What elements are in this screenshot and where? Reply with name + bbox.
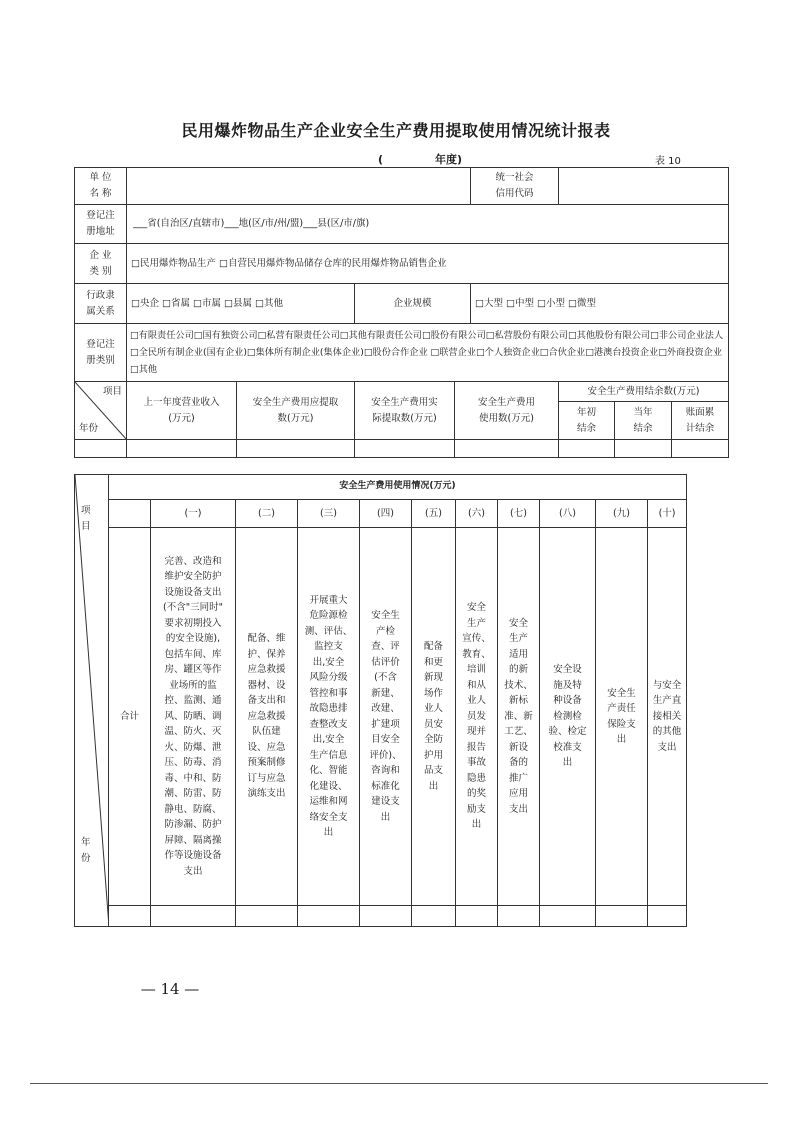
col-2-cell[interactable] [236, 906, 298, 927]
col-7-number: (七) [498, 500, 540, 528]
should-extract-cell[interactable] [237, 440, 355, 458]
col-1-number: (一) [151, 500, 236, 528]
col-7-desc: 安全 生产 适用 的新 技术、 新标 准、新 工艺、 新设 备的 推广 应用 支出 [498, 528, 540, 906]
year-open: ( [378, 153, 384, 166]
used-cell[interactable] [455, 440, 559, 458]
reg-type-row [75, 324, 729, 382]
summary-year-cell[interactable] [75, 440, 127, 458]
revenue-cell[interactable] [127, 440, 237, 458]
enterprise-type-row [75, 244, 729, 284]
balance-book-cell[interactable] [672, 440, 729, 458]
col-9-cell[interactable] [596, 906, 648, 927]
usage-col-number-row [75, 500, 687, 528]
col-8-cell[interactable] [540, 906, 596, 927]
col-10-desc: 与安全 生产直 接相关 的其他 支出 [648, 528, 687, 906]
table-number: 表 10 [655, 156, 681, 167]
balance-book-header: 账面累 计结余 [672, 402, 729, 440]
usage-table [74, 474, 687, 927]
summary-header-row1 [75, 382, 729, 402]
usage-group-header: 安全生产费用使用情况(万元) [109, 475, 687, 500]
scale-options[interactable]: □大型 □中型 □小型 □微型 [471, 284, 729, 324]
usage-total-cell[interactable] [109, 906, 151, 927]
corner-item-label: 项目 [102, 386, 122, 397]
col-8-desc: 安全设 施及特 种设备 检测检 验、检定 校准支 出 [540, 528, 596, 906]
balance-begin-cell[interactable] [559, 440, 615, 458]
col-4-cell[interactable] [360, 906, 412, 927]
enterprise-info-table [74, 167, 729, 458]
balance-group-header: 安全生产费用结余数(万元) [559, 382, 729, 402]
usage-item-label: 项 目 [81, 505, 91, 532]
balance-current-header: 当年 结余 [615, 402, 672, 440]
unit-name-field[interactable] [127, 168, 471, 205]
col-3-desc: 开展重大 危险源检 测、评估、 监控支 出,安全 风险分级 管控和事 故隐患排 查整改支 出,安全 生产信息 化、智能 化建设、 运维和网 络安全支 出 [298, 528, 360, 906]
corner-year-label: 年份 [79, 423, 99, 434]
col-2-number: (二) [236, 500, 298, 528]
credit-code-label: 统一社会 信用代码 [471, 168, 559, 205]
report-title: 民用爆炸物品生产企业安全生产费用提取使用情况统计报表 [181, 121, 611, 140]
col-10-number: (十) [648, 500, 687, 528]
usage-data-row [75, 906, 687, 927]
actual-extract-header: 安全生产费用实 际提取数(万元) [355, 382, 455, 440]
col-9-number: (九) [596, 500, 648, 528]
usage-desc-row [75, 528, 687, 906]
credit-code-field[interactable] [559, 168, 729, 205]
enterprise-type-label: 企 业 类 别 [75, 244, 127, 284]
col-1-cell[interactable] [151, 906, 236, 927]
col-6-desc: 安全 生产 宣传、 教育、 培训 和从 业人 员发 现并 报告 事故 隐患 的奖 励支 出 [456, 528, 498, 906]
unit-row [75, 168, 729, 205]
balance-current-cell[interactable] [615, 440, 672, 458]
reg-address-field[interactable]: ___省(自治区/直辖市)___地(区/市/州/盟)___县(区/市/旗) [127, 205, 729, 244]
used-header: 安全生产费用 使用数(万元) [455, 382, 559, 440]
unit-name-label: 单 位 名 称 [75, 168, 127, 205]
should-extract-header: 安全生产费用应提取 数(万元) [237, 382, 355, 440]
col-5-cell[interactable] [412, 906, 456, 927]
usage-corner [75, 475, 109, 927]
revenue-header: 上一年度营业收入 (万元) [127, 382, 237, 440]
col-6-cell[interactable] [456, 906, 498, 927]
col-4-desc: 安全生 产检 查、评 估评价 (不含 新建、 改建、 扩建项 目安全 评价)、 咨询和 标准化 建设支 出 [360, 528, 412, 906]
reg-type-label: 登记注 册类别 [75, 324, 127, 382]
col-7-cell[interactable] [498, 906, 540, 927]
summary-data-row [75, 440, 729, 458]
page-number: — 14 — [140, 980, 200, 998]
affiliation-options[interactable]: □央企 □省属 □市属 □县属 □其他 [127, 284, 355, 324]
col-5-number: (五) [412, 500, 456, 528]
col-10-cell[interactable] [648, 906, 687, 927]
col-1-desc: 完善、改造和 维护安全防护 设施设备支出 (不含"三同时" 要求初期投入 的安全设施), 包括车间、库 房、罐区等作 业场所的监 控、监测、通 风、防晒、调 温、防火、灭 火、防爆、泄 压、防毒、消 毒、中和、防 潮、防雷、防 静电、防腐、 防渗漏、防护 屏障、隔离操 作等设施设备 支出 [151, 528, 236, 906]
usage-group-row [75, 475, 687, 500]
enterprise-type-options[interactable]: □民用爆炸物品生产 □自营民用爆炸物品储存仓库的民用爆炸物品销售企业 [127, 244, 729, 284]
col-3-cell[interactable] [298, 906, 360, 927]
col-9-desc: 安全生 产责任 保险支 出 [596, 528, 648, 906]
usage-total-label: 合计 [109, 528, 151, 906]
col-6-number: (六) [456, 500, 498, 528]
reg-address-label: 登记注 册地址 [75, 205, 127, 244]
col-5-desc: 配备 和更 新现 场作 业人 员安 全防 护用 品支 出 [412, 528, 456, 906]
report-year [378, 151, 462, 167]
item-year-corner [75, 382, 127, 440]
usage-year-label: 年 份 [81, 837, 91, 864]
actual-extract-cell[interactable] [355, 440, 455, 458]
year-label: 年度) [435, 153, 463, 166]
scale-label: 企业规模 [355, 284, 471, 324]
usage-total-blank [109, 500, 151, 528]
affiliation-label: 行政隶 属关系 [75, 284, 127, 324]
col-2-desc: 配备、维 护、保养 应急救援 器材、设 备支出和 应急救援 队伍建 设、应急 预案制修 订与应急 演练支出 [236, 528, 298, 906]
address-row [75, 205, 729, 244]
col-4-number: (四) [360, 500, 412, 528]
bottom-rule [30, 1083, 768, 1084]
col-8-number: (八) [540, 500, 596, 528]
affiliation-row [75, 284, 729, 324]
balance-begin-header: 年初 结余 [559, 402, 615, 440]
col-3-number: (三) [298, 500, 360, 528]
reg-type-options[interactable]: □有限责任公司□国有独资公司□私营有限责任公司□其他有限责任公司□股份有限公司□私营股份有限公司□其他股份有限公司□非公司企业法人□全民所有制企业(国有企业)□集体所有制企业(集体企业)□股份合作企业 □联营企业□个人独资企业□合伙企业□港澳台投资企业□外商投资企业 □其他 [127, 324, 729, 382]
